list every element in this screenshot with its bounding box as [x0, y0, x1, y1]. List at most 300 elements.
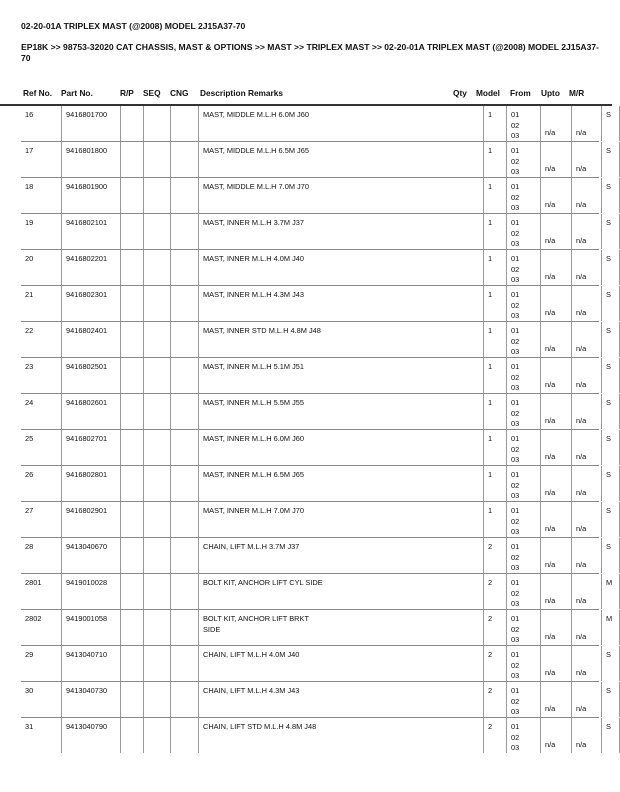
model-code: 02 — [511, 336, 520, 346]
cell-desc: MAST, INNER M.L.H 5.1M J51 — [198, 358, 483, 393]
cell-rp — [120, 394, 143, 429]
cell-rp — [120, 250, 143, 285]
from-value: n/a — [545, 163, 556, 173]
model-code: 02 — [511, 372, 520, 382]
cell-upto — [571, 286, 601, 321]
upto-value: n/a — [576, 307, 587, 317]
from-value: n/a — [545, 199, 556, 209]
cell-rp — [120, 106, 143, 141]
cell-qty: 1 — [483, 214, 506, 249]
cell-mr: S — [601, 466, 620, 501]
cell-seq — [143, 682, 170, 717]
upto-value: n/a — [576, 127, 587, 137]
table-row — [21, 574, 613, 610]
cell-model — [506, 106, 540, 141]
cell-part: 9413040710 — [61, 646, 120, 681]
cell-upto — [571, 358, 601, 393]
model-code: 01 — [511, 686, 520, 695]
cell-seq — [143, 610, 170, 645]
from-value: n/a — [545, 487, 556, 497]
from-value: n/a — [545, 739, 556, 749]
header-part: Part No. — [61, 88, 93, 98]
model-code: 03 — [511, 671, 520, 680]
cell-upto — [571, 610, 601, 645]
table-row — [21, 430, 611, 466]
cell-desc: CHAIN, LIFT M.L.H 3.7M J37 — [198, 538, 483, 573]
cell-model — [506, 574, 540, 609]
model-code: 03 — [511, 491, 520, 500]
cell-mr: S — [601, 250, 620, 285]
table-row — [21, 214, 611, 250]
cell-upto — [571, 574, 601, 609]
cell-cng — [170, 610, 198, 645]
cell-desc: MAST, INNER STD M.L.H 4.8M J48 — [198, 322, 483, 357]
model-code: 02 — [511, 696, 520, 706]
upto-value: n/a — [576, 379, 587, 389]
header-desc: Description Remarks — [200, 88, 284, 98]
cell-qty: 2 — [483, 646, 506, 681]
cell-model — [506, 682, 540, 717]
cell-cng — [170, 214, 198, 249]
from-value: n/a — [545, 379, 556, 389]
model-code: 03 — [511, 203, 520, 212]
cell-part: 9416802801 — [61, 466, 120, 501]
cell-mr: S — [601, 286, 620, 321]
cell-from — [540, 682, 571, 717]
cell-desc: CHAIN, LIFT M.L.H 4.0M J40 — [198, 646, 483, 681]
cell-model — [506, 250, 540, 285]
cell-qty: 2 — [483, 682, 506, 717]
cell-desc: MAST, MIDDLE M.L.H 6.5M J65 — [198, 142, 483, 177]
model-code: 03 — [511, 707, 520, 716]
cell-cng — [170, 718, 198, 753]
cell-rp — [120, 214, 143, 249]
cell-rp — [120, 142, 143, 177]
from-value: n/a — [545, 631, 556, 641]
from-value: n/a — [545, 451, 556, 461]
cell-mr: S — [601, 358, 620, 393]
model-code: 03 — [511, 743, 520, 752]
cell-part: 9416802201 — [61, 250, 120, 285]
cell-cng — [170, 466, 198, 501]
cell-ref: 18 — [25, 182, 34, 191]
cell-desc: MAST, INNER M.L.H 4.0M J40 — [198, 250, 483, 285]
cell-cng — [170, 358, 198, 393]
cell-from — [540, 574, 571, 609]
model-code: 03 — [511, 311, 520, 320]
model-code: 03 — [511, 419, 520, 428]
cell-qty: 1 — [483, 394, 506, 429]
cell-seq — [143, 142, 170, 177]
cell-model — [506, 142, 540, 177]
cell-upto — [571, 718, 601, 753]
upto-value: n/a — [576, 739, 587, 749]
model-code: 01 — [511, 434, 520, 443]
upto-value: n/a — [576, 703, 587, 713]
cell-ref: 19 — [25, 218, 34, 227]
cell-ref: 21 — [25, 290, 34, 299]
from-value: n/a — [545, 415, 556, 425]
cell-part: 9416802501 — [61, 358, 120, 393]
cell-rp — [120, 538, 143, 573]
model-code: 02 — [511, 192, 520, 202]
model-code: 02 — [511, 660, 520, 670]
cell-cng — [170, 502, 198, 537]
cell-part: 9416802401 — [61, 322, 120, 357]
cell-qty: 2 — [483, 574, 506, 609]
model-code: 01 — [511, 218, 520, 227]
cell-part: 9413040790 — [61, 718, 120, 753]
cell-mr: S — [601, 214, 620, 249]
cell-model — [506, 502, 540, 537]
cell-seq — [143, 178, 170, 213]
cell-rp — [120, 178, 143, 213]
upto-value: n/a — [576, 271, 587, 281]
cell-from — [540, 394, 571, 429]
from-value: n/a — [545, 667, 556, 677]
cell-model — [506, 178, 540, 213]
cell-qty: 1 — [483, 430, 506, 465]
cell-ref: 23 — [25, 362, 34, 371]
cell-ref: 16 — [25, 110, 34, 119]
cell-desc: MAST, INNER M.L.H 4.3M J43 — [198, 286, 483, 321]
cell-seq — [143, 430, 170, 465]
cell-part: 9416802701 — [61, 430, 120, 465]
upto-value: n/a — [576, 667, 587, 677]
upto-value: n/a — [576, 343, 587, 353]
model-code: 02 — [511, 480, 520, 490]
table-row — [21, 286, 611, 322]
upto-value: n/a — [576, 451, 587, 461]
cell-rp — [120, 286, 143, 321]
cell-mr: S — [601, 718, 620, 753]
cell-from — [540, 538, 571, 573]
cell-from — [540, 502, 571, 537]
header-model: Model — [476, 88, 500, 98]
model-code: 03 — [511, 347, 520, 356]
cell-upto — [571, 646, 601, 681]
cell-from — [540, 250, 571, 285]
cell-part: 9416802601 — [61, 394, 120, 429]
cell-upto — [571, 466, 601, 501]
table-row — [21, 538, 611, 574]
cell-from — [540, 646, 571, 681]
cell-part: 9416801800 — [61, 142, 120, 177]
cell-desc: MAST, INNER M.L.H 5.5M J55 — [198, 394, 483, 429]
table-row — [21, 358, 611, 394]
cell-rp — [120, 358, 143, 393]
cell-model — [506, 394, 540, 429]
model-code: 02 — [511, 264, 520, 274]
model-code: 01 — [511, 326, 520, 335]
model-code: 01 — [511, 722, 520, 731]
cell-model — [506, 538, 540, 573]
cell-mr: S — [601, 646, 620, 681]
table-row — [21, 250, 611, 286]
from-value: n/a — [545, 343, 556, 353]
cell-mr: S — [601, 430, 620, 465]
upto-value: n/a — [576, 631, 587, 641]
cell-upto — [571, 502, 601, 537]
page-title: 02-20-01A TRIPLEX MAST (@2008) MODEL 2J15A37-70 — [21, 21, 246, 31]
cell-desc: MAST, INNER M.L.H 7.0M J70 — [198, 502, 483, 537]
cell-from — [540, 106, 571, 141]
cell-ref: 25 — [25, 434, 34, 443]
cell-from — [540, 322, 571, 357]
model-code: 03 — [511, 455, 520, 464]
model-code: 03 — [511, 599, 520, 608]
model-code: 01 — [511, 110, 520, 119]
table-row — [21, 610, 613, 646]
model-code: 01 — [511, 506, 520, 515]
cell-from — [540, 466, 571, 501]
upto-value: n/a — [576, 559, 587, 569]
cell-part: 9416801900 — [61, 178, 120, 213]
cell-qty: 2 — [483, 610, 506, 645]
table-row — [21, 322, 611, 358]
table-row — [21, 394, 611, 430]
table-row — [21, 718, 611, 753]
cell-cng — [170, 142, 198, 177]
model-code: 02 — [511, 588, 520, 598]
cell-rp — [120, 430, 143, 465]
from-value: n/a — [545, 127, 556, 137]
cell-cng — [170, 250, 198, 285]
cell-upto — [571, 682, 601, 717]
cell-upto — [571, 430, 601, 465]
from-value: n/a — [545, 559, 556, 569]
cell-ref: 29 — [25, 650, 34, 659]
cell-part: 9416802901 — [61, 502, 120, 537]
header-mr: M/R — [569, 88, 585, 98]
header-ref: Ref No. — [23, 88, 53, 98]
cell-upto — [571, 106, 601, 141]
cell-qty: 1 — [483, 466, 506, 501]
cell-ref: 30 — [25, 686, 34, 695]
model-code: 01 — [511, 146, 520, 155]
model-code: 01 — [511, 614, 520, 623]
cell-qty: 1 — [483, 178, 506, 213]
cell-mr: S — [601, 106, 620, 141]
from-value: n/a — [545, 271, 556, 281]
cell-model — [506, 286, 540, 321]
cell-rp — [120, 682, 143, 717]
model-code: 01 — [511, 542, 520, 551]
cell-from — [540, 430, 571, 465]
model-code: 02 — [511, 156, 520, 166]
parts-table — [21, 106, 613, 757]
cell-desc: MAST, MIDDLE M.L.H 6.0M J60 — [198, 106, 483, 141]
cell-ref: 31 — [25, 722, 34, 731]
model-code: 01 — [511, 470, 520, 479]
cell-ref: 20 — [25, 254, 34, 263]
cell-part: 9413040730 — [61, 682, 120, 717]
cell-rp — [120, 466, 143, 501]
cell-cng — [170, 430, 198, 465]
model-code: 02 — [511, 228, 520, 238]
cell-part: 9419001058 — [61, 610, 120, 645]
cell-qty: 1 — [483, 358, 506, 393]
model-code: 03 — [511, 635, 520, 644]
cell-upto — [571, 142, 601, 177]
table-row — [21, 142, 611, 178]
from-value: n/a — [545, 595, 556, 605]
cell-seq — [143, 466, 170, 501]
header-from: From — [510, 88, 531, 98]
cell-mr: M — [601, 574, 620, 609]
cell-desc: BOLT KIT, ANCHOR LIFT BRKT SIDE — [198, 610, 483, 645]
cell-part: 9416801700 — [61, 106, 120, 141]
cell-from — [540, 142, 571, 177]
model-code: 02 — [511, 624, 520, 634]
cell-cng — [170, 646, 198, 681]
cell-model — [506, 466, 540, 501]
header-cng: CNG — [170, 88, 189, 98]
cell-model — [506, 214, 540, 249]
cell-model — [506, 358, 540, 393]
cell-seq — [143, 250, 170, 285]
model-code: 01 — [511, 398, 520, 407]
from-value: n/a — [545, 235, 556, 245]
cell-qty: 1 — [483, 250, 506, 285]
cell-desc: MAST, INNER M.L.H 6.5M J65 — [198, 466, 483, 501]
model-code: 02 — [511, 408, 520, 418]
cell-cng — [170, 574, 198, 609]
model-code: 03 — [511, 383, 520, 392]
from-value: n/a — [545, 703, 556, 713]
cell-seq — [143, 358, 170, 393]
cell-cng — [170, 682, 198, 717]
cell-upto — [571, 214, 601, 249]
cell-from — [540, 178, 571, 213]
table-row — [21, 646, 611, 682]
cell-model — [506, 646, 540, 681]
cell-cng — [170, 394, 198, 429]
cell-ref: 2801 — [25, 578, 42, 587]
model-code: 01 — [511, 362, 520, 371]
cell-cng — [170, 178, 198, 213]
cell-cng — [170, 538, 198, 573]
model-code: 02 — [511, 444, 520, 454]
cell-part: 9416802101 — [61, 214, 120, 249]
cell-mr: S — [601, 538, 620, 573]
model-code: 01 — [511, 182, 520, 191]
cell-rp — [120, 610, 143, 645]
cell-mr: M — [601, 610, 620, 645]
cell-qty: 2 — [483, 538, 506, 573]
table-row — [21, 466, 611, 502]
cell-upto — [571, 394, 601, 429]
table-row — [21, 178, 611, 214]
model-code: 03 — [511, 131, 520, 140]
header-upto: Upto — [541, 88, 560, 98]
cell-cng — [170, 106, 198, 141]
cell-part: 9413040670 — [61, 538, 120, 573]
cell-rp — [120, 574, 143, 609]
upto-value: n/a — [576, 523, 587, 533]
cell-rp — [120, 502, 143, 537]
model-code: 03 — [511, 239, 520, 248]
cell-ref: 28 — [25, 542, 34, 551]
table-row — [21, 682, 611, 718]
cell-cng — [170, 322, 198, 357]
model-code: 02 — [511, 732, 520, 742]
cell-seq — [143, 538, 170, 573]
cell-desc: CHAIN, LIFT STD M.L.H 4.8M J48 — [198, 718, 483, 753]
cell-desc: MAST, MIDDLE M.L.H 7.0M J70 — [198, 178, 483, 213]
table-row — [21, 502, 611, 538]
cell-desc: MAST, INNER M.L.H 6.0M J60 — [198, 430, 483, 465]
model-code: 02 — [511, 552, 520, 562]
header-seq: SEQ — [143, 88, 161, 98]
cell-qty: 1 — [483, 322, 506, 357]
model-code: 03 — [511, 563, 520, 572]
cell-qty: 1 — [483, 286, 506, 321]
cell-from — [540, 718, 571, 753]
cell-ref: 26 — [25, 470, 34, 479]
cell-qty: 1 — [483, 106, 506, 141]
upto-value: n/a — [576, 235, 587, 245]
cell-seq — [143, 106, 170, 141]
cell-qty: 1 — [483, 142, 506, 177]
cell-rp — [120, 718, 143, 753]
cell-upto — [571, 250, 601, 285]
cell-upto — [571, 178, 601, 213]
model-code: 03 — [511, 527, 520, 536]
upto-value: n/a — [576, 199, 587, 209]
cell-part: 9416802301 — [61, 286, 120, 321]
cell-ref: 17 — [25, 146, 34, 155]
cell-desc: CHAIN, LIFT M.L.H 4.3M J43 — [198, 682, 483, 717]
cell-upto — [571, 538, 601, 573]
header-rp: R/P — [120, 88, 134, 98]
cell-model — [506, 718, 540, 753]
cell-seq — [143, 214, 170, 249]
upto-value: n/a — [576, 487, 587, 497]
cell-ref: 22 — [25, 326, 34, 335]
cell-model — [506, 610, 540, 645]
cell-rp — [120, 322, 143, 357]
model-code: 03 — [511, 167, 520, 176]
cell-model — [506, 322, 540, 357]
cell-seq — [143, 718, 170, 753]
cell-qty: 1 — [483, 502, 506, 537]
cell-seq — [143, 574, 170, 609]
cell-cng — [170, 286, 198, 321]
cell-from — [540, 610, 571, 645]
cell-from — [540, 286, 571, 321]
model-code: 01 — [511, 254, 520, 263]
cell-seq — [143, 646, 170, 681]
cell-ref: 2802 — [25, 614, 42, 623]
cell-mr: S — [601, 178, 620, 213]
cell-rp — [120, 646, 143, 681]
cell-from — [540, 358, 571, 393]
cell-ref: 24 — [25, 398, 34, 407]
cell-desc: BOLT KIT, ANCHOR LIFT CYL SIDE — [198, 574, 483, 609]
model-code: 01 — [511, 650, 520, 659]
model-code: 01 — [511, 290, 520, 299]
model-code: 02 — [511, 120, 520, 130]
cell-qty: 2 — [483, 718, 506, 753]
from-value: n/a — [545, 523, 556, 533]
upto-value: n/a — [576, 163, 587, 173]
cell-mr: S — [601, 142, 620, 177]
model-code: 02 — [511, 300, 520, 310]
cell-desc: MAST, INNER M.L.H 3.7M J37 — [198, 214, 483, 249]
upto-value: n/a — [576, 415, 587, 425]
cell-model — [506, 430, 540, 465]
